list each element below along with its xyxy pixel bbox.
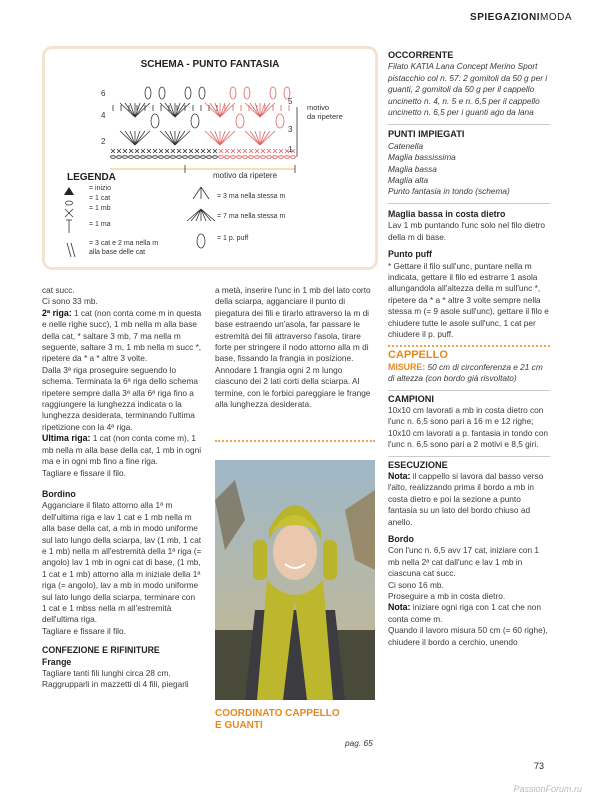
bordino-title: Bordino	[42, 488, 76, 499]
esecuzione-title: ESECUZIONE	[388, 459, 448, 470]
page-reference: pag. 65	[345, 738, 373, 748]
row-number: 2	[101, 137, 106, 146]
text: Tagliare e fissare il filo.	[42, 625, 126, 636]
legend-sc: = 1 mb	[89, 205, 111, 212]
divider	[388, 390, 550, 391]
schema-title: SCHEMA - PUNTO FANTASIA	[140, 59, 280, 70]
divider	[388, 456, 550, 457]
divider	[388, 203, 550, 204]
row-number: 6	[101, 89, 106, 98]
page-header: SPIEGAZIONIMODA	[470, 12, 572, 23]
column-1	[42, 285, 202, 691]
watermark: PassionForum.ru	[513, 784, 582, 794]
bordino-text: Agganciare il filato attorno alla 1ª m dell'ultima riga e lav 1 cat e 1 mb nella m alla base della cat, a mb in modo uniforme sul lato lungo della sciarpa, lav (1 mb, 1 cat e 1 mb) nella m all'estremità della 1ª riga (= angolo) lav 1 mb in ogni cat di base, (1 mb, 1 cat e 1 mb) attorno alla m iniziale della 1ª riga (= angolo), lav a mb in modo uniforme sul lato lungo della sciarpa, terminare con 1 cat e 1 mbss nella m all'estremità dell'ultima riga.	[42, 500, 202, 625]
crochet-chart	[45, 71, 375, 181]
punti-title: PUNTI IMPIEGATI	[388, 129, 465, 140]
text: Ci sono 33 mb.	[42, 296, 98, 307]
punto-item: Maglia alta	[388, 175, 429, 186]
puff-text: * Gettare il filo sull'unc, puntare nella m indicata, gettare il filo ed estrarre 1 asola allungandola all'altezza della m sull'unc *, ripetere da * a * altre 3 volte sempre nella stessa m (= 9 asole sull'unc), gettare il filo e chiudere tutte le asole sull'unc, 1 cat per chiudere il p. puff.	[388, 260, 549, 339]
model-photo	[215, 460, 375, 700]
photo-caption: COORDINATO CAPPELLO E GUANTI	[215, 708, 340, 731]
legend-7ma: = 7 ma nella stessa m	[217, 213, 286, 220]
nota-text: Nota: il cappello si lavora dal basso verso l'alto, realizzando prima il bordo a mb in costa dietro e poi la sezione a punto fantasia su un lato del bordo chiuso ad anello.	[388, 471, 544, 527]
campioni-title: CAMPIONI	[388, 393, 434, 404]
text: cat succ.	[42, 285, 75, 295]
legend-title: LEGENDA	[67, 172, 116, 183]
mb-dietro-text: Lav 1 mb puntando l'unc solo nel filo dietro della m di base.	[388, 220, 546, 242]
divider	[388, 124, 550, 125]
row-number: 3	[288, 125, 293, 134]
row-number: 5	[288, 97, 293, 106]
motivo-bottom-label: motivo da ripetere	[213, 171, 278, 180]
punto-item: Punto fantasia in tondo (schema)	[388, 186, 510, 197]
bordo-text: Proseguire a mb in costa dietro.	[388, 591, 506, 602]
ultima-riga-paragraph: Ultima riga: 1 cat (non conta come m), 1 mb nella m alla base della cat, 1 mb in ogni ma e in ogni mb fino a fine riga.	[42, 433, 202, 467]
nota2-text: Nota: iniziare ogni riga con 1 cat che non conta come m.	[388, 602, 542, 624]
confezione-title: CONFEZIONE E RIFINITURE	[42, 645, 160, 656]
text: Tagliare e fissare il filo.	[42, 467, 126, 478]
dotted-divider	[388, 345, 550, 347]
frange-title: Frange	[42, 656, 72, 667]
row-number: 4	[101, 111, 106, 120]
legend-puff: = 1 p. puff	[217, 235, 249, 242]
campioni-text: 10x10 cm lavorati a mb in costa dietro con l'unc n. 6,5 sono pari a 16 m e 12 righe; 10x10 cm lavorati a p. fantasia in tondo con l'unc n. 6,5 sono pari a 2 motivi e 8,5 giri.	[388, 404, 549, 450]
row-number: 1	[288, 145, 293, 154]
bordo-title: Bordo	[388, 534, 414, 545]
column-2	[215, 285, 375, 410]
frange-continued: a metà, inserire l'unc in 1 mb del lato corto della sciarpa, agganciare il punto di piegatura dei fili e tirarlo attraverso la m di base estraendo un'asola, far passare le estremità dei fili attraverso l'asola, tirare forte per stringere il nodo attorno alla m di base, fissando la frangia in posizione. Annodare 1 frangia ogni 2 m lungo ciascuno dei 2 lati corti della sciarpa. Al termine, con le forbici pareggiare le frange alla lunghezza desiderata.	[215, 285, 371, 410]
dotted-divider	[215, 440, 375, 442]
cappello-title: CAPPELLO	[388, 349, 448, 362]
page-number: 73	[533, 761, 544, 771]
puff-title: Punto puff	[388, 249, 432, 260]
punto-item: Catenella	[388, 140, 424, 151]
punto-item: Maglia bassissima	[388, 152, 456, 163]
motivo-side-label: motivo da ripetere	[307, 103, 343, 121]
legend-3cat: = 3 cat e 2 ma nella m alla base delle cat	[89, 240, 159, 256]
column-3	[388, 50, 550, 648]
legend-3ma: = 3 ma nella stessa m	[217, 193, 286, 200]
occorrente-text: Filato KATIA Lana Concept Merino Sport pistacchio col n. 57: 2 gomitoli da 50 g per i guanti, 2 gomitoli da 50 g per il cappello uncinetto n. 4, n. 5 e n. 6,5 per il cappello uncinetto n. 6,5 per i guanti ago da lana	[388, 61, 548, 118]
bordo-text: Ci sono 16 mb.	[388, 579, 444, 590]
text: Dalla 3ª riga proseguire seguendo lo schema. Terminata la 6ª riga dello schema ripetere sempre dalla 3ª alla 6ª riga fino a raggiungere la lunghezza indicata o la lunghezza desiderata, terminando l'ultima ripetizione con la 4ª riga.	[42, 364, 199, 432]
mb-dietro-title: Maglia bassa in costa dietro	[388, 208, 506, 219]
legend-chain: = 1 cat	[89, 195, 111, 202]
legend-start: = inizio	[89, 185, 111, 192]
frange-text: Tagliare tanti fili lunghi circa 28 cm. Raggrupparli in mazzetti di 4 fili, piegarli	[42, 668, 189, 690]
schema-box	[42, 46, 378, 270]
riga2-paragraph: 2ª riga: 1 cat (non conta come m in questa e nelle righe succ), 1 mb nella m alla base della cat, * saltare 3 mb, 7 ma nella m seguente, saltare 3 m, 1 mb nella m succ *, ripetere da * a * altre 3 volte.	[42, 307, 202, 364]
bordo-text: Con l'unc n. 6,5 avv 17 cat, iniziare con 1 mb nella 2ª cat dall'unc e lav 1 mb in ciascuna cat succ.	[388, 545, 540, 579]
misure-text: MISURE: 50 cm di circonferenza e 21 cm di altezza (con bordo già risvoltato)	[388, 361, 543, 384]
bordo-text: Quando il lavoro misura 50 cm (= 60 righe), chiudere il bordo a cerchio, unendo	[388, 625, 548, 647]
occorrente-title: OCCORRENTE	[388, 50, 454, 60]
punto-item: Maglia bassa	[388, 163, 437, 174]
legend-dc: = 1 ma	[89, 221, 111, 228]
